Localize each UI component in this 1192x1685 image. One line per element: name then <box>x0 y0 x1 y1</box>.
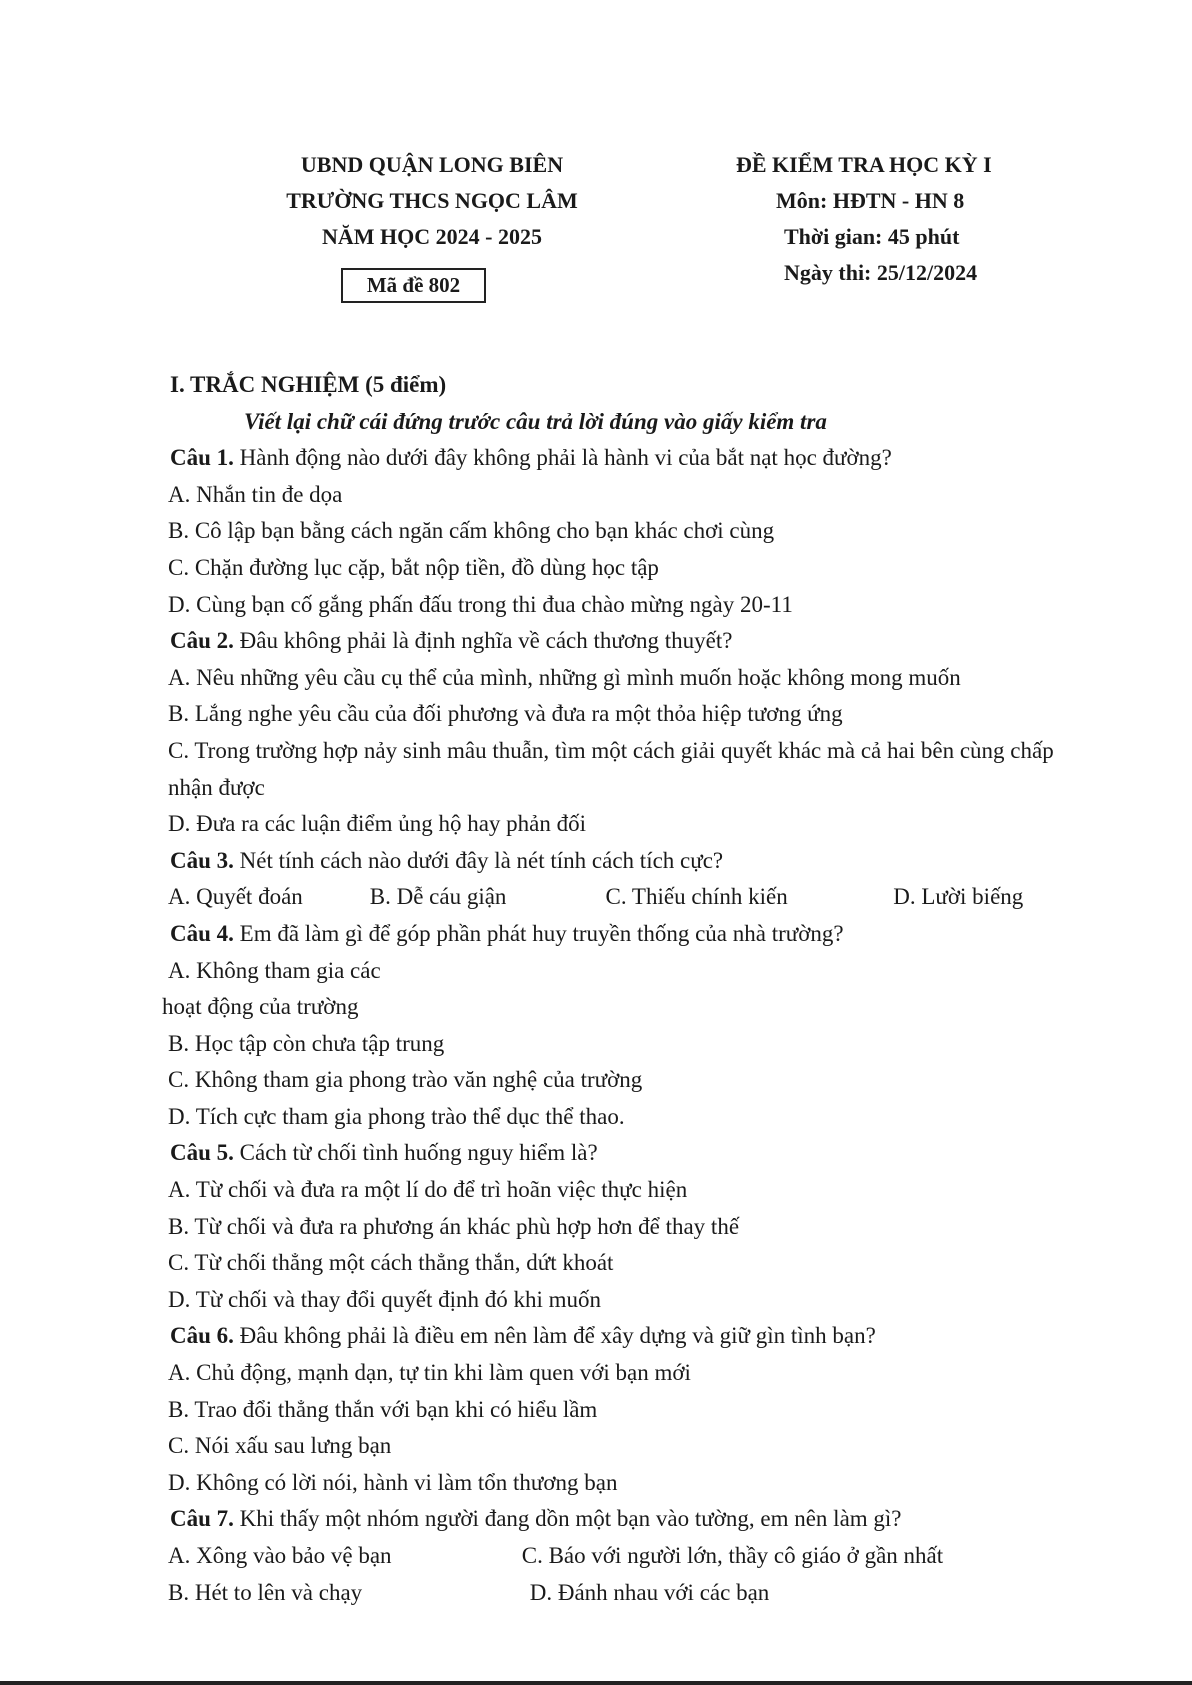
question-label: Câu 5. <box>170 1140 234 1166</box>
option: A. Không tham gia các <box>168 957 381 983</box>
question-4 <box>170 916 1100 953</box>
question-5 <box>170 1135 1100 1172</box>
option-continued: hoạt động của trường <box>162 994 359 1020</box>
question-text: Đâu không phải là định nghĩa về cách thương thuyết? <box>233 628 733 654</box>
question-3 <box>170 843 1100 880</box>
option: D. Từ chối và thay đổi quyết định đó khi muốn <box>168 1286 602 1312</box>
option: D. Đưa ra các luận điểm ủng hộ hay phản đối <box>168 811 587 837</box>
option: B. Từ chối và đưa ra phương án khác phù hợp hơn để thay thế <box>168 1213 740 1239</box>
options-row <box>168 1538 1100 1575</box>
option: B. Hét to lên và chạy <box>168 1579 363 1605</box>
question-2 <box>170 623 1100 660</box>
question-label: Câu 1. <box>170 445 234 471</box>
option: B. Học tập còn chưa tập trung <box>168 1030 445 1056</box>
option: D. Cùng bạn cố gắng phấn đấu trong thi đua chào mừng ngày 20-11 <box>168 591 793 617</box>
school-name: TRƯỜNG THCS NGỌC LÂM <box>286 188 578 213</box>
option: C. Trong trường hợp nảy sinh mâu thuẫn, tìm một cách giải quyết khác mà cả hai bên cùng chấp nhận được <box>168 737 1054 800</box>
option: A. Nhắn tin đe dọa <box>168 481 343 507</box>
question-label: Câu 4. <box>170 920 234 946</box>
option: A. Từ chối và đưa ra một lí do để trì hoãn việc thực hiện <box>168 1177 688 1203</box>
option: A. Quyết đoán <box>168 884 303 910</box>
exam-subject: Môn: HĐTN - HN 8 <box>776 188 965 213</box>
option: D. Lười biếng <box>893 884 1024 910</box>
exam-header <box>736 147 1076 291</box>
option: D. Không có lời nói, hành vi làm tổn thương bạn <box>168 1469 618 1495</box>
exam-duration: Thời gian: 45 phút <box>784 224 960 249</box>
question-7 <box>170 1501 1100 1538</box>
option: A. Nêu những yêu cầu cụ thể của mình, những gì mình muốn hoặc không mong muốn <box>168 664 961 690</box>
question-label: Câu 7. <box>170 1506 234 1532</box>
option: B. Dễ cáu giận <box>369 884 507 910</box>
school-year: NĂM HỌC 2024 - 2025 <box>322 224 542 249</box>
question-text: Em đã làm gì để góp phần phát huy truyền thống của nhà trường? <box>233 920 844 946</box>
option: C. Báo với người lớn, thầy cô giáo ở gần nhất <box>521 1543 944 1568</box>
question-1 <box>170 440 1100 477</box>
option: C. Thiếu chính kiến <box>605 884 788 910</box>
option: C. Chặn đường lục cặp, bắt nộp tiền, đồ dùng học tập <box>168 554 659 580</box>
section-title: I. TRẮC NGHIỆM (5 điểm) <box>170 372 447 397</box>
option: C. Từ chối thẳng một cách thẳng thắn, dứt khoát <box>168 1250 614 1276</box>
page-bottom-border <box>0 1681 1192 1685</box>
exam-code-box: Mã đề 802 <box>341 268 486 303</box>
section-instruction: Viết lại chữ cái đứng trước câu trả lời đúng vào giấy kiểm tra <box>244 408 827 434</box>
option: A. Chủ động, mạnh dạn, tự tin khi làm quen với bạn mới <box>168 1360 691 1386</box>
question-6 <box>170 1318 1100 1355</box>
options-row <box>168 879 1100 916</box>
option: C. Nói xấu sau lưng bạn <box>168 1433 392 1459</box>
option: D. Đánh nhau với các bạn <box>529 1579 770 1605</box>
question-text: Nét tính cách nào dưới đây là nét tính cách tích cực? <box>233 847 724 873</box>
exam-title: ĐỀ KIỂM TRA HỌC KỲ I <box>736 152 992 177</box>
question-text: Đâu không phải là điều em nên làm để xây dựng và giữ gìn tình bạn? <box>233 1323 876 1349</box>
question-label: Câu 6. <box>170 1323 234 1349</box>
options-row <box>168 1575 1100 1612</box>
question-text: Khi thấy một nhóm người đang dồn một bạn vào tường, em nên làm gì? <box>233 1506 902 1532</box>
question-label: Câu 2. <box>170 628 234 654</box>
district-name: UBND QUẬN LONG BIÊN <box>300 152 564 177</box>
question-text: Hành động nào dưới đây không phải là hành vi của bắt nạt học đường? <box>233 445 892 471</box>
option: A. Xông vào bảo vệ bạn <box>168 1543 392 1568</box>
exam-date: Ngày thi: 25/12/2024 <box>784 260 978 285</box>
school-header <box>262 147 602 255</box>
option: C. Không tham gia phong trào văn nghệ của trường <box>168 1067 643 1093</box>
exam-body <box>160 367 1100 1611</box>
option: B. Trao đổi thẳng thắn với bạn khi có hiểu lầm <box>168 1396 598 1422</box>
option: B. Lắng nghe yêu cầu của đối phương và đưa ra một thỏa hiệp tương ứng <box>168 701 843 727</box>
question-label: Câu 3. <box>170 847 234 873</box>
option: D. Tích cực tham gia phong trào thể dục thể thao. <box>168 1103 625 1129</box>
question-text: Cách từ chối tình huống nguy hiểm là? <box>233 1140 598 1166</box>
option: B. Cô lập bạn bằng cách ngăn cấm không cho bạn khác chơi cùng <box>168 518 775 544</box>
